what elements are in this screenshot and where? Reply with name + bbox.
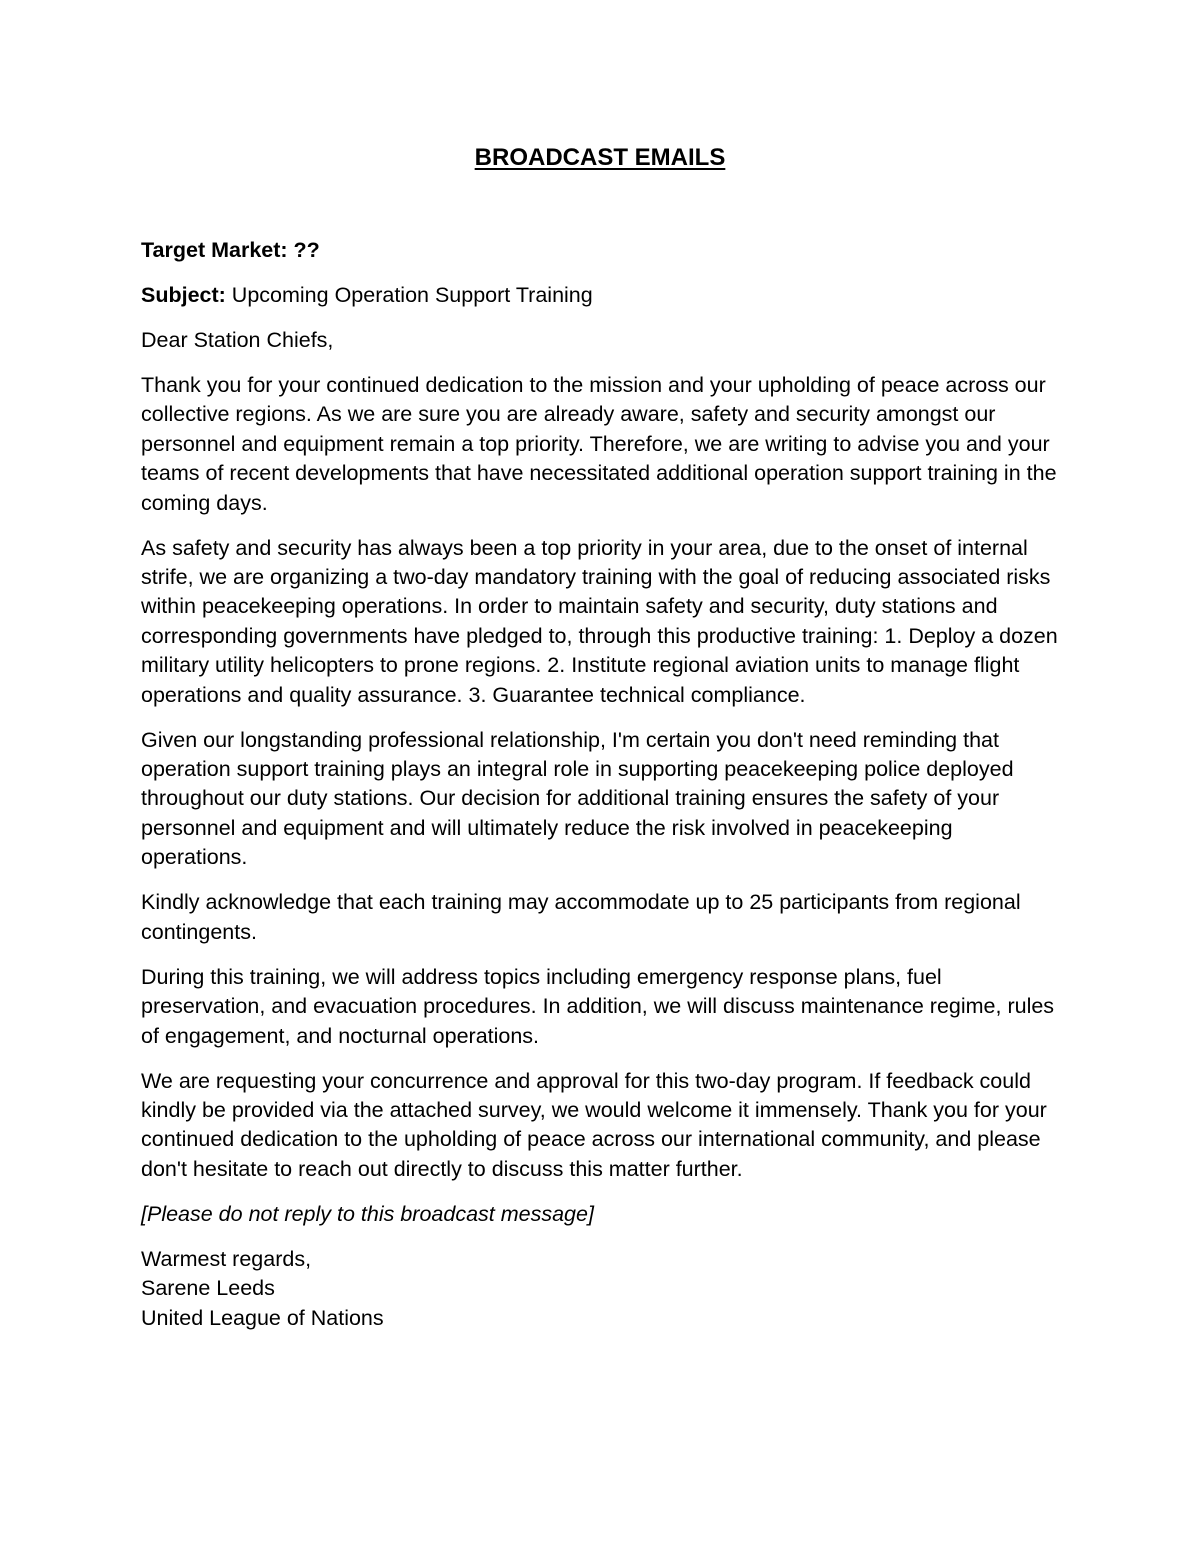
signature-name: Sarene Leeds xyxy=(141,1276,275,1301)
no-reply-note: [Please do not reply to this broadcast message] xyxy=(141,1201,594,1226)
paragraph-request: We are requesting your concurrence and approval for this two-day program. If feedback could kindly be provided via the attached survey, we would welcome it immensely. Thank you for your continued dedication to the upholding of peace across our international community, and please don't hesitate to reach out directly to discuss this matter further. xyxy=(141,1068,1047,1181)
target-market-line xyxy=(141,236,1061,265)
paragraph-training-overview: As safety and security has always been a top priority in your area, due to the onset of internal strife, we are organizing a two-day mandatory training with the goal of reducing associated risks within peacekeeping operations. In order to maintain safety and security, duty stations and corresponding governments have pledged to, through this productive training: 1. Deploy a dozen military utility helicopters to prone regions. 2. Institute regional aviation units to manage flight operations and quality assurance. 3. Guarantee technical compliance. xyxy=(141,535,1058,707)
paragraph-relationship: Given our longstanding professional relationship, I'm certain you don't need reminding that operation support training plays an integral role in supporting peacekeeping police deployed throughout our duty stations. Our decision for additional training ensures the safety of your personnel and equipment and will ultimately reduce the risk involved in peacekeeping operations. xyxy=(141,727,1014,870)
paragraph-intro: Thank you for your continued dedication to the mission and your upholding of peace across our collective regions. As we are sure you are already aware, safety and security amongst our personnel and equipment remain a top priority. Therefore, we are writing to advise you and your teams of recent developments that have necessitated additional operation support training in the coming days. xyxy=(141,373,1057,515)
target-market-label: Target Market: ?? xyxy=(141,238,320,262)
paragraph-topics: During this training, we will address topics including emergency response plans, fuel preservation, and evacuation procedures. In addition, we will discuss maintenance regime, rules of engagement, and nocturnal operations. xyxy=(141,964,1055,1048)
subject-value: Upcoming Operation Support Training xyxy=(225,283,593,307)
signature-block xyxy=(141,1245,1061,1333)
document-title: BROADCAST EMAILS xyxy=(474,144,726,171)
subject-label: Subject: xyxy=(141,283,226,307)
greeting: Dear Station Chiefs, xyxy=(141,328,334,352)
signature-closing: Warmest regards, xyxy=(141,1246,312,1271)
subject-line xyxy=(141,281,1061,310)
signature-organization: United League of Nations xyxy=(141,1305,384,1330)
email-body xyxy=(141,236,1061,1349)
paragraph-capacity: Kindly acknowledge that each training may accommodate up to 25 participants from regional contingents. xyxy=(141,890,1021,944)
